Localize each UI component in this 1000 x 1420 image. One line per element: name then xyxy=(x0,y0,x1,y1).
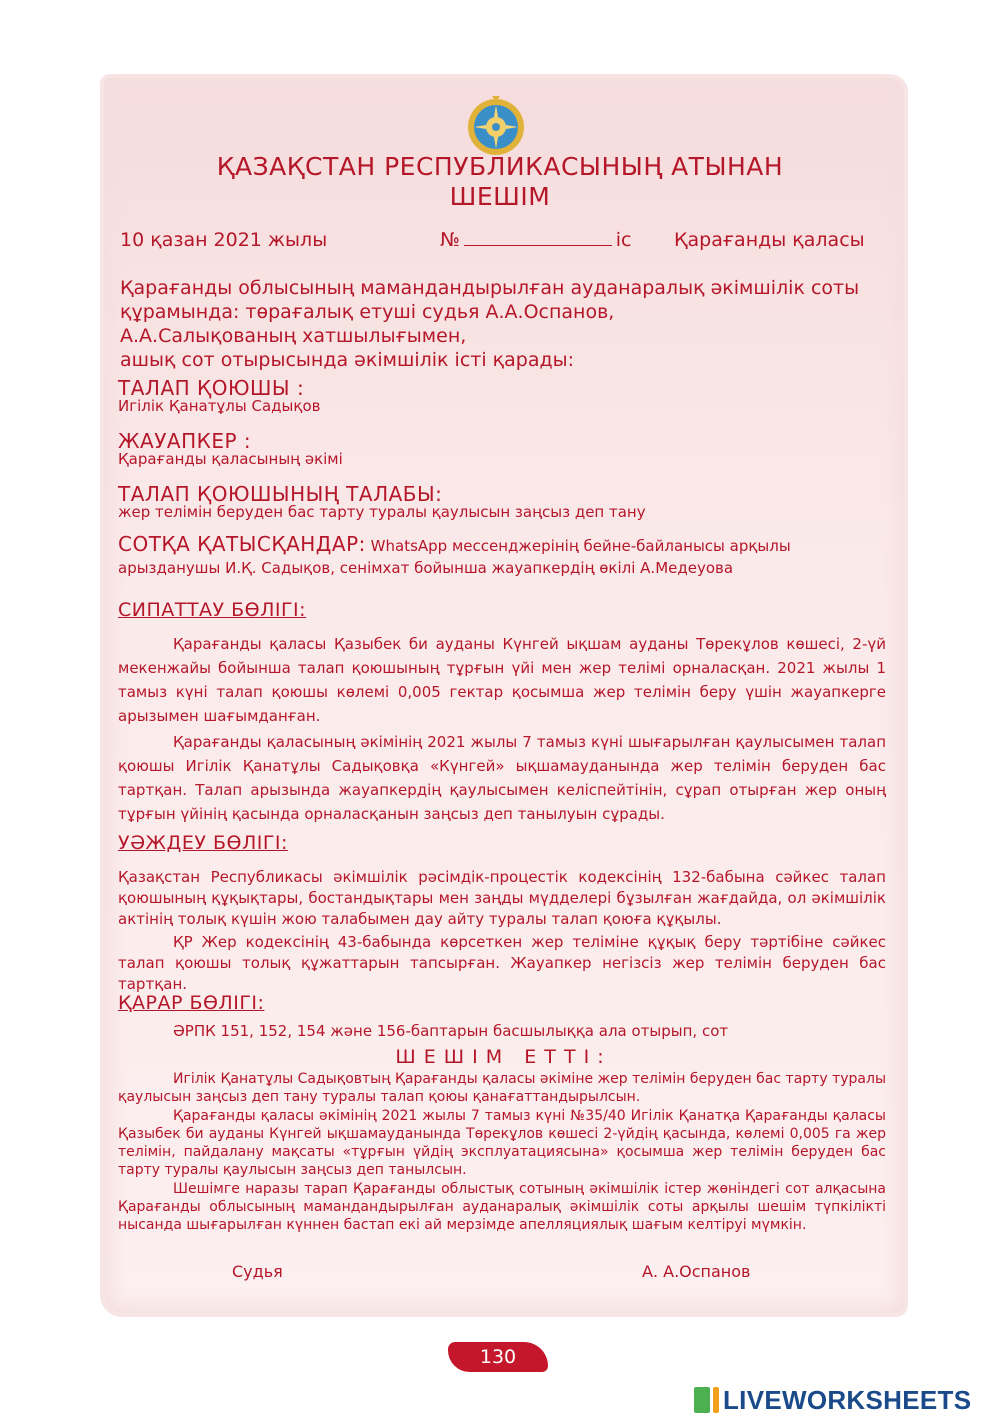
document-subtitle: ШЕШІМ xyxy=(449,182,551,211)
plaintiff-label: ТАЛАП ҚОЮШЫ : xyxy=(118,376,305,400)
signature-name: А. А.Оспанов xyxy=(642,1262,751,1281)
ruling-paragraph-1: Игілік Қанатұлы Садықовтың Қарағанды қаласы әкіміне жер телімін беруден бас тарту туралы қаулысын заңсыз деп тану туралы талап қоюы қанағаттандырылсын. xyxy=(118,1071,886,1105)
reasoning-heading: УӘЖДЕУ БӨЛІГІ: xyxy=(118,832,288,854)
liveworksheets-logo-icon xyxy=(694,1387,710,1413)
claim-value: жер телімін беруден бас тарту туралы қаулысын заңсыз деп тану xyxy=(118,503,646,521)
composition-line-4: ашық сот отырысында әкімшілік істі қарады: xyxy=(120,349,575,371)
ruling-paragraph-3: Шешімге наразы тарап Қарағанды облыстық сотының әкімшілік істер жөніндегі сот алқасына Қарағанды облысының мамандандырылған ауданаралық әкімшілік соты арқылы шешім түпкілікті нысанда шығарылған күннен бастап екі ай мерзімде апелляциялық шағым келтіруі мүмкін. xyxy=(118,1181,886,1233)
ruling-articles: ӘРПК 151, 152, 154 және 156-баптарын басшылыққа ала отырып, сот xyxy=(173,1022,729,1040)
ruling-paragraph-2: Қарағанды қаласы әкімінің 2021 жылы 7 тамыз күні №35/40 Игілік Қанатқа Қарағанды қаласы Қазыбек би ауданы Күнгей ықшамауданында Төрекұлов көшесі 2-үйдің қасында, көлемі 0,005 га жер телімін, пайдалану мақсаты «тұрғын үйдің эксплуатациясына» қосымша жер телімін беруден бас тарту туралы қаулысын заңсыз деп танылсын. xyxy=(118,1108,886,1178)
participants-value-1: WhatsApp мессенджерінің бейне-байланысы арқылы xyxy=(365,537,791,555)
document-title: ҚАЗАҚСТАН РЕСПУБЛИКАСЫНЫҢ АТЫНАН xyxy=(216,152,784,181)
number-prefix: № xyxy=(440,229,460,251)
number-suffix: іс xyxy=(615,229,632,251)
ruling-heading: ҚАРАР БӨЛІГІ: xyxy=(118,992,265,1014)
description-paragraph-2: Қарағанды қаласының әкімінің 2021 жылы 7 тамыз күні шығарылған қаулысымен талап қоюшы Игілік Қанатұлы Садықовқа «Күнгей» ықшамауданында жер телімін беруден бас тартқан. Талап арызында жауапкердің қаулысымен келіспейтінін, сұрап отырған жер оның тұрғын үйінің қасында орналасқанын заңсыз деп танылуын сұрады. xyxy=(118,733,886,823)
defendant-value: Қарағанды қаласының әкімі xyxy=(118,450,343,468)
composition-line-2: құрамында: төрағалық етуші судья А.А.Оспанов, xyxy=(120,301,615,323)
ruling-decided: Ш Е Ш І М Е Т Т І : xyxy=(395,1046,605,1068)
plaintiff-value: Игілік Қанатұлы Садықов xyxy=(118,397,321,415)
reasoning-paragraph-1: Қазақстан Республикасы әкімшілік рәсімдік-процестік кодексінің 132-бабына сәйкес талап қоюшының құқықтары, бостандықтары мен заңды мүдделері бұзылған жағдайда, ол әкімшілік актінің толық күшін жою талабымен дау айту туралы талап қоюға құқылы. xyxy=(118,868,886,928)
case-number-blank xyxy=(464,245,612,246)
signature-role: Судья xyxy=(232,1262,283,1281)
description-paragraph-1: Қарағанды қаласы Қазыбек би ауданы Күнгей ықшам ауданы Төрекұлов көшесі, 2-үй мекенжайы бойынша талап қоюшының тұрғын үйі мен жер телімі орналасқан. 2021 жылы 1 тамыз күні талап қоюшы көлемі 0,005 гектар қосымша жер телімін беру үшін жауапкерге арызымен шағымданған. xyxy=(118,635,886,725)
decision-date: 10 қазан 2021 жылы xyxy=(120,229,328,251)
logo-accent xyxy=(713,1387,719,1413)
participants xyxy=(118,532,888,577)
claim-label: ТАЛАП ҚОЮШЫНЫҢ ТАЛАБЫ: xyxy=(118,482,443,506)
reasoning-paragraph-2: ҚР Жер кодексінің 43-бабында көрсеткен жер теліміне құқық беру тәртібіне сәйкес талап қоюшы толық құжаттарын тапсырған. Жауапкер негізсіз жер телімін беруден бас тартқан. xyxy=(118,933,886,993)
brand-text: LIVEWORKSHEETS xyxy=(723,1384,972,1415)
decision-city: Қарағанды қаласы xyxy=(674,229,865,251)
composition-line-1: Қарағанды облысының мамандандырылған ауданаралық әкімшілік соты xyxy=(120,277,860,299)
case-number xyxy=(440,229,632,251)
liveworksheets-brand[interactable] xyxy=(694,1386,971,1414)
defendant-label: ЖАУАПКЕР : xyxy=(118,429,252,453)
participants-value-2: арыздaнушы И.Қ. Садықов, сенімхат бойынша жауапкердің өкілі А.Медеуова xyxy=(118,559,734,577)
participants-label: СОТҚА ҚАТЫСҚАНДАР: xyxy=(118,532,366,556)
page-number: 130 xyxy=(448,1342,548,1372)
kazakhstan-emblem-icon xyxy=(465,94,527,156)
composition-line-3: А.А.Салықованың хатшылығымен, xyxy=(120,325,467,347)
description-heading: СИПАТТАУ БӨЛІГІ: xyxy=(118,599,307,621)
